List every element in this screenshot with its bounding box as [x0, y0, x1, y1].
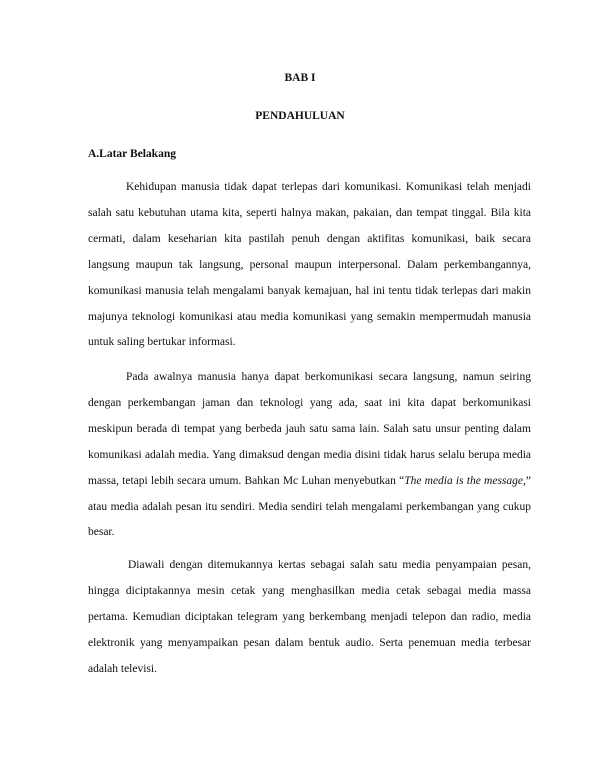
chapter-title: PENDAHULUAN — [255, 110, 345, 122]
paragraph-2-text-before: Pada awalnya manusia hanya dapat berkomunikasi secara langsung, namun seiring dengan perkembangan jaman dan teknologi yang ada, saat ini kita dapat berkomunikasi meskipun berada di tempat yang berbeda jauh satu sama lain. Salah satu unsur penting dalam komunikasi adalah media. Yang dimaksud dengan media disini tidak harus selalu berupa media massa, tetapi lebih secara umum. Bahkan Mc Luhan menyebutkan “ — [88, 371, 531, 487]
paragraph-3: Diawali dengan ditemukannya kertas sebagai salah satu media penyampaian pesan, hingga diciptakannya mesin cetak yang menghasilkan media cetak sebagai media massa pertama. Kemudian diciptakan telegram yang berkembang menjadi telepon dan radio, media elektronik yang menyampaikan pesan dalam bentuk audio. Serta penemuan media terbesar adalah televisi. — [88, 559, 531, 675]
paragraph-2-quote: The media is the message — [404, 474, 524, 487]
section-heading: A.Latar Belakang — [88, 148, 176, 160]
paragraph-2 — [88, 365, 531, 546]
chapter-number: BAB I — [284, 72, 316, 84]
paragraph-1: Kehidupan manusia tidak dapat terlepas dari komunikasi. Komunikasi telah menjadi salah satu kebutuhan utama kita, seperti halnya makan, pakaian, dan tempat tinggal. Bila kita cermati, dalam keseharian kita pastilah penuh dengan aktifitas komunikasi, baik secara langsung maupun tak langsung, personal maupun interpersonal. Dalam perkembangannya, komunikasi manusia telah mengalami banyak kemajuan, hal ini tentu tidak terlepas dari makin majunya teknologi komunikasi atau media komunikasi yang semakin mempermudah manusia untuk saling bertukar informasi. — [88, 181, 531, 349]
paragraph-2-text-after: ,” atau media adalah pesan itu sendiri. Media sendiri telah mengalami perkembangan yang cukup besar. — [88, 474, 531, 539]
